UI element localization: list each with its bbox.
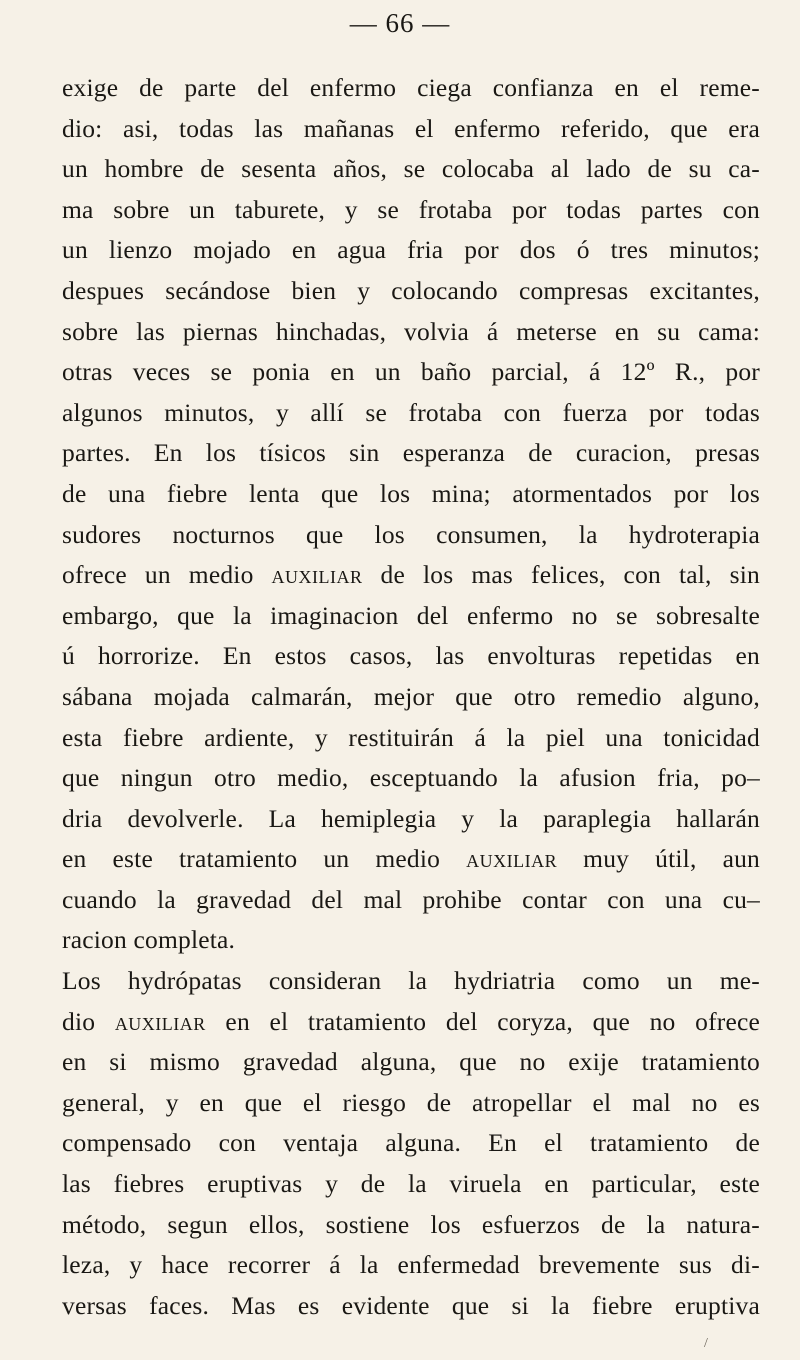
text-line: ú horrorize. En estos casos, las envolturas repetidas en: [62, 641, 760, 671]
page-mark: /: [704, 1336, 708, 1351]
text-line: las fiebres eruptivas y de la viruela en particular, este: [62, 1169, 760, 1199]
small-caps-term: auxiliar: [271, 560, 363, 590]
text-line: compensado con ventaja alguna. En el tratamiento de: [62, 1128, 760, 1158]
text-line: en si mismo gravedad alguna, que no exije tratamiento: [62, 1047, 760, 1077]
text-line: un lienzo mojado en agua fria por dos ó tres minutos;: [62, 235, 760, 265]
text-line: general, y en que el riesgo de atropellar el mal no es: [62, 1087, 760, 1117]
text-line: dio: asi, todas las mañanas el enfermo referido, que era: [62, 113, 760, 143]
text-line: de una fiebre lenta que los mina; atormentados por los: [62, 478, 760, 508]
text-line: dio auxiliar en el tratamiento del coryza, que no ofrece: [62, 1006, 761, 1036]
text-line: método, segun ellos, sostiene los esfuerzos de la natura-: [62, 1209, 760, 1239]
text-line: un hombre de sesenta años, se colocaba al lado de su ca-: [62, 154, 760, 184]
text-line: algunos minutos, y allí se frotaba con fuerza por todas: [62, 397, 760, 427]
text-line: sudores nocturnos que los consumen, la hydroterapia: [62, 519, 760, 549]
text-line: Los hydrópatas consideran la hydriatria como un me-: [62, 966, 760, 996]
text-line: versas faces. Mas es evidente que si la fiebre eruptiva: [62, 1290, 760, 1320]
text-line: embargo, que la imaginacion del enfermo no se sobresalte: [62, 600, 760, 630]
text-line: que ningun otro medio, esceptuando la afusion fria, po–: [62, 763, 760, 793]
small-caps-term: auxiliar: [114, 1006, 206, 1036]
text-line: sobre las piernas hinchadas, volvia á meterse en su cama:: [62, 316, 760, 346]
text-line: exige de parte del enfermo ciega confianza en el reme-: [62, 73, 760, 102]
page-number-header: — 66 —: [349, 8, 451, 38]
text-line: ofrece un medio auxiliar de los mas felices, con tal, sin: [62, 560, 760, 590]
text-line: ma sobre un taburete, y se frotaba por todas partes con: [62, 194, 760, 224]
text-line: despues secándose bien y colocando compresas excitantes,: [62, 275, 760, 305]
text-line: sábana mojada calmarán, mejor que otro remedio alguno,: [62, 681, 760, 711]
text-line: partes. En los tísicos sin esperanza de curacion, presas: [62, 438, 760, 468]
text-line: racion completa.: [62, 925, 236, 955]
text-line: dria devolverle. La hemiplegia y la paraplegia hallarán: [62, 803, 760, 833]
text-line: en este tratamiento un medio auxiliar muy útil, aun: [62, 844, 760, 874]
body-text: [62, 68, 760, 1326]
text-line: esta fiebre ardiente, y restituirán á la piel una tonicidad: [62, 722, 760, 752]
text-line: leza, y hace recorrer á la enfermedad brevemente sus di-: [62, 1250, 760, 1280]
text-line: otras veces se ponia en un baño parcial, á 12º R., por: [62, 357, 760, 387]
small-caps-term: auxiliar: [466, 844, 558, 874]
text-line: cuando la gravedad del mal prohibe contar con una cu–: [62, 884, 760, 914]
